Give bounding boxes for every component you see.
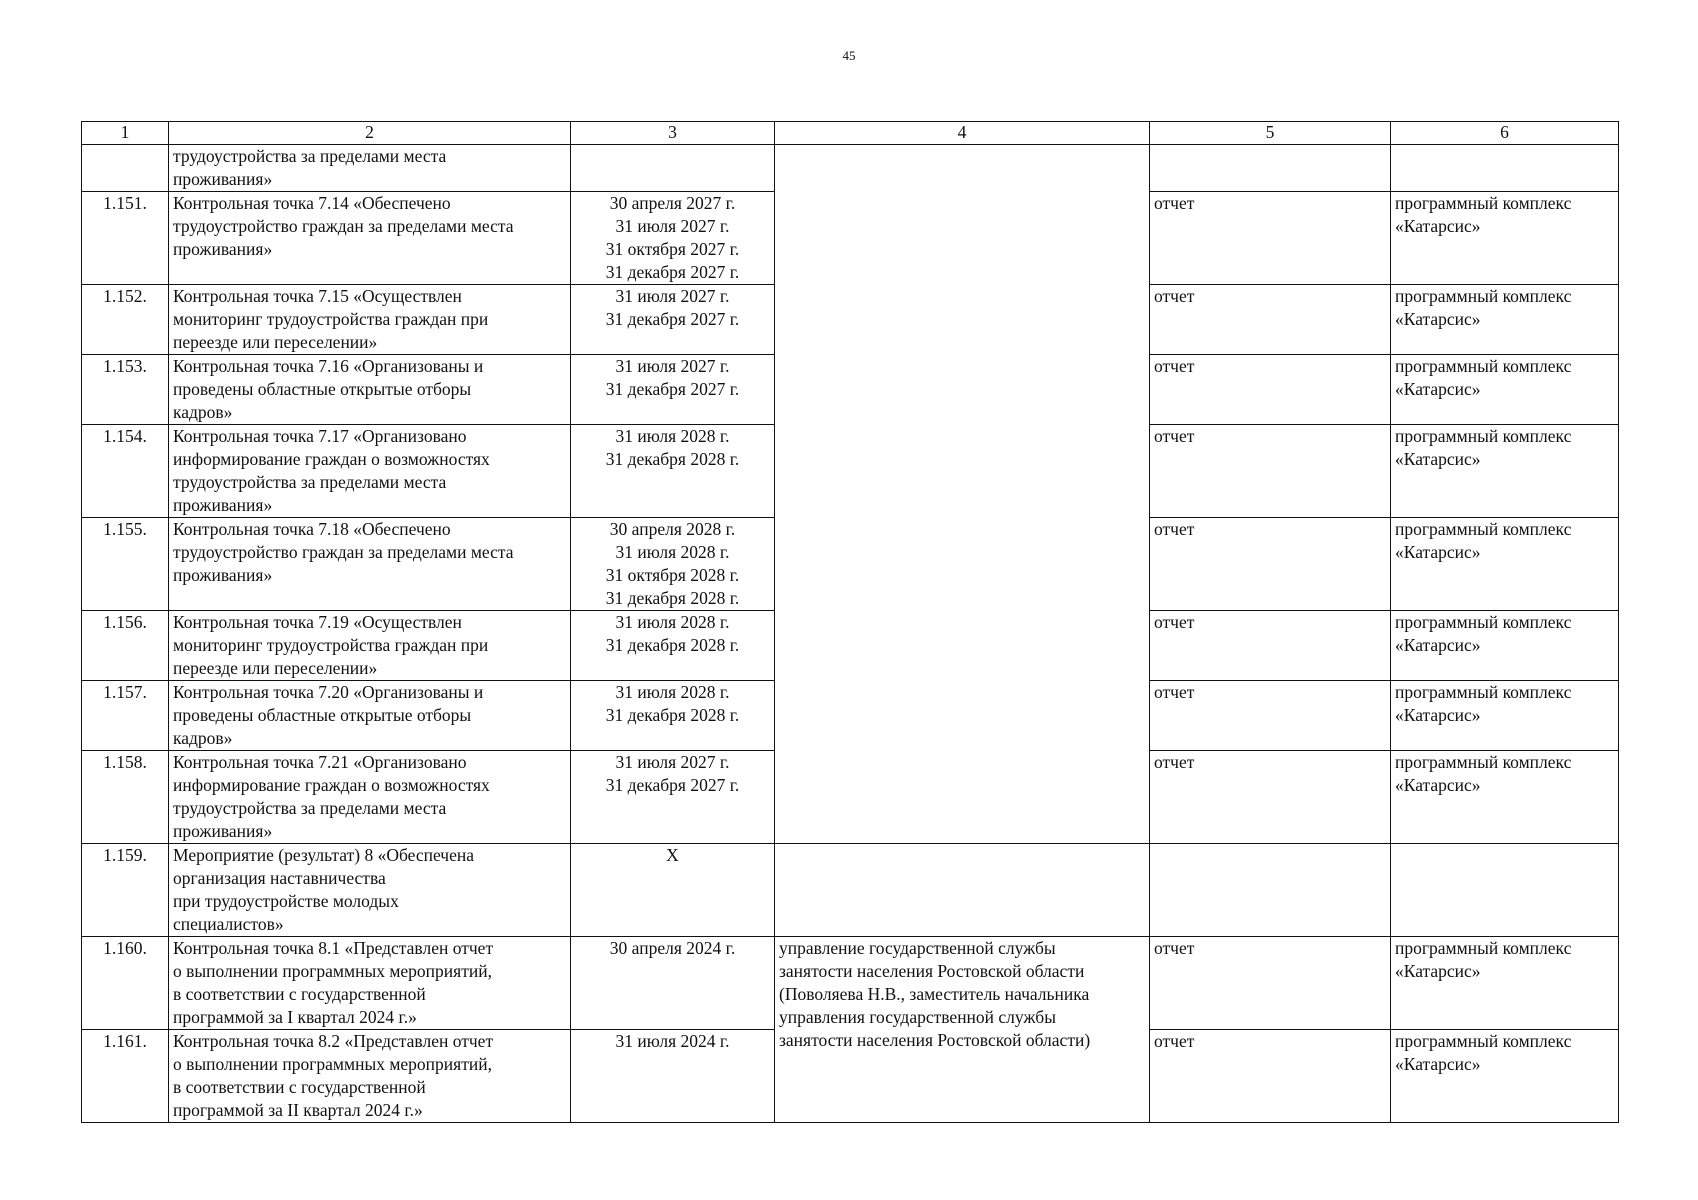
row-deadline-line: Х xyxy=(666,845,679,865)
row-number: 1.155. xyxy=(82,518,169,611)
row-deadline-line: 31 июля 2024 г. xyxy=(615,1031,730,1051)
row-description-line: кадров» xyxy=(173,728,233,748)
row-description-line: проведены областные открытые отборы xyxy=(173,379,472,399)
row-number: 1.161. xyxy=(82,1030,169,1123)
row-deadline-line: 31 декабря 2027 г. xyxy=(605,379,740,399)
row-description xyxy=(169,751,571,844)
row-information-system-line: «Катарсис» xyxy=(1395,1054,1481,1074)
row-deadline-line: 31 декабря 2027 г. xyxy=(605,775,740,795)
row-information-system xyxy=(1391,681,1619,751)
row-number: 1.160. xyxy=(82,937,169,1030)
row-deadline xyxy=(571,355,775,425)
row-deadline-line: 31 июля 2028 г. xyxy=(615,612,730,632)
table-row xyxy=(82,844,1619,937)
row-description-line: Контрольная точка 7.18 «Обеспечено xyxy=(173,519,451,539)
row-description-line: проживания» xyxy=(173,495,273,515)
row-information-system-line: «Катарсис» xyxy=(1395,705,1481,725)
row-information-system-line: программный комплекс xyxy=(1395,682,1572,702)
row-information-system-line: программный комплекс xyxy=(1395,519,1572,539)
row-information-system-line: программный комплекс xyxy=(1395,426,1572,446)
row-description-line: организация наставничества xyxy=(173,868,386,888)
row-deadline-line: 31 октября 2028 г. xyxy=(605,565,740,585)
row-number: 1.158. xyxy=(82,751,169,844)
row-description-line: специалистов» xyxy=(173,914,284,934)
row-information-system xyxy=(1391,425,1619,518)
row-description-line: Контрольная точка 8.2 «Представлен отчет xyxy=(173,1031,494,1051)
row-deadline xyxy=(571,145,775,192)
row-information-system xyxy=(1391,937,1619,1030)
column-header: 1 xyxy=(82,122,169,145)
row-information-system-line: «Катарсис» xyxy=(1395,379,1481,399)
row-report-form: отчет xyxy=(1150,192,1391,285)
row-deadline xyxy=(571,937,775,1030)
row-deadline-line: 31 октября 2027 г. xyxy=(605,239,740,259)
row-deadline-line: 31 декабря 2027 г. xyxy=(605,309,740,329)
row-deadline-line: 30 апреля 2028 г. xyxy=(609,519,736,539)
row-description xyxy=(169,611,571,681)
row-description-line: проживания» xyxy=(173,239,273,259)
row-information-system xyxy=(1391,145,1619,192)
row-description-line: Контрольная точка 7.15 «Осуществлен xyxy=(173,286,462,306)
row-deadline xyxy=(571,285,775,355)
row-information-system xyxy=(1391,1030,1619,1123)
row-information-system xyxy=(1391,844,1619,937)
plan-table xyxy=(81,121,1619,1123)
row-description xyxy=(169,844,571,937)
row-description-line: мониторинг трудоустройства граждан при xyxy=(173,635,489,655)
row-description-line: трудоустройства за пределами места xyxy=(173,798,447,818)
row-deadline xyxy=(571,681,775,751)
plan-table-body xyxy=(82,122,1619,1123)
row-report-form: отчет xyxy=(1150,681,1391,751)
row-information-system-line: «Катарсис» xyxy=(1395,775,1481,795)
row-report-form: отчет xyxy=(1150,518,1391,611)
column-header: 2 xyxy=(169,122,571,145)
row-description xyxy=(169,192,571,285)
row-deadline xyxy=(571,611,775,681)
responsible-cell-line: управление государственной службы xyxy=(779,938,1056,958)
row-deadline-line: 31 июля 2028 г. xyxy=(615,542,730,562)
row-description-line: в соответствии с государственной xyxy=(173,984,426,1004)
row-information-system-line: «Катарсис» xyxy=(1395,216,1481,236)
responsible-cell-empty xyxy=(775,844,1150,937)
row-information-system xyxy=(1391,518,1619,611)
row-report-form xyxy=(1150,145,1391,192)
row-description-line: Контрольная точка 7.20 «Организованы и xyxy=(173,682,484,702)
row-report-form: отчет xyxy=(1150,611,1391,681)
table-row xyxy=(82,937,1619,1030)
row-deadline-line: 31 июля 2027 г. xyxy=(615,356,730,376)
row-information-system-line: «Катарсис» xyxy=(1395,309,1481,329)
row-information-system-line: программный комплекс xyxy=(1395,356,1572,376)
row-description xyxy=(169,1030,571,1123)
row-deadline-line: 31 июля 2028 г. xyxy=(615,426,730,446)
column-header-row xyxy=(82,122,1619,145)
row-deadline xyxy=(571,192,775,285)
row-description-line: трудоустройство граждан за пределами места xyxy=(173,216,514,236)
row-information-system-line: программный комплекс xyxy=(1395,938,1572,958)
row-description-line: мониторинг трудоустройства граждан при xyxy=(173,309,489,329)
responsible-cell-line: (Поволяева Н.В., заместитель начальника xyxy=(779,984,1090,1004)
row-report-form: отчет xyxy=(1150,285,1391,355)
row-description xyxy=(169,145,571,192)
row-information-system-line: «Катарсис» xyxy=(1395,635,1481,655)
row-information-system-line: программный комплекс xyxy=(1395,286,1572,306)
responsible-cell-line: управления государственной службы xyxy=(779,1007,1056,1027)
row-deadline-line: 31 декабря 2027 г. xyxy=(605,262,740,282)
row-description-line: переезде или переселении» xyxy=(173,658,378,678)
row-report-form: отчет xyxy=(1150,937,1391,1030)
row-description xyxy=(169,285,571,355)
row-description-line: Контрольная точка 7.17 «Организовано xyxy=(173,426,467,446)
row-description-line: проживания» xyxy=(173,821,273,841)
row-information-system-line: «Катарсис» xyxy=(1395,449,1481,469)
row-information-system xyxy=(1391,192,1619,285)
table-row xyxy=(82,145,1619,192)
row-information-system-line: программный комплекс xyxy=(1395,612,1572,632)
row-report-form: отчет xyxy=(1150,355,1391,425)
column-header: 5 xyxy=(1150,122,1391,145)
row-description-line: переезде или переселении» xyxy=(173,332,378,352)
row-deadline-line: 31 июля 2028 г. xyxy=(615,682,730,702)
page-number: 45 xyxy=(842,48,856,63)
column-header: 4 xyxy=(775,122,1150,145)
row-description-line: информирование граждан о возможностях xyxy=(173,775,490,795)
row-description-line: Контрольная точка 7.21 «Организовано xyxy=(173,752,467,772)
row-description-line: в соответствии с государственной xyxy=(173,1077,426,1097)
row-information-system-line: программный комплекс xyxy=(1395,752,1572,772)
row-description-line: проживания» xyxy=(173,565,273,585)
row-description-line: кадров» xyxy=(173,402,233,422)
row-description-line: трудоустройства за пределами места xyxy=(173,146,447,166)
row-deadline xyxy=(571,425,775,518)
row-description-line: Контрольная точка 7.16 «Организованы и xyxy=(173,356,484,376)
row-deadline-line: 31 июля 2027 г. xyxy=(615,752,730,772)
row-number: 1.154. xyxy=(82,425,169,518)
row-information-system-line: «Катарсис» xyxy=(1395,542,1481,562)
row-description-line: Контрольная точка 8.1 «Представлен отчет xyxy=(173,938,494,958)
row-number: 1.151. xyxy=(82,192,169,285)
row-description-line: программой за II квартал 2024 г.» xyxy=(173,1100,423,1120)
row-deadline-line: 31 декабря 2028 г. xyxy=(605,705,740,725)
row-number: 1.152. xyxy=(82,285,169,355)
row-information-system-line: программный комплекс xyxy=(1395,1031,1572,1051)
row-description-line: трудоустройство граждан за пределами места xyxy=(173,542,514,562)
row-number: 1.159. xyxy=(82,844,169,937)
row-description-line: Мероприятие (результат) 8 «Обеспечена xyxy=(173,845,474,865)
row-information-system xyxy=(1391,751,1619,844)
column-header: 6 xyxy=(1391,122,1619,145)
row-number: 1.153. xyxy=(82,355,169,425)
row-deadline xyxy=(571,518,775,611)
row-deadline-line: 30 апреля 2024 г. xyxy=(609,938,736,958)
row-information-system xyxy=(1391,355,1619,425)
responsible-cell-empty xyxy=(775,145,1150,844)
responsible-cell-line: занятости населения Ростовской области) xyxy=(779,1030,1091,1050)
row-report-form: отчет xyxy=(1150,751,1391,844)
row-information-system-line: программный комплекс xyxy=(1395,193,1572,213)
row-report-form: отчет xyxy=(1150,425,1391,518)
responsible-cell-line: занятости населения Ростовской области xyxy=(779,961,1085,981)
row-description-line: о выполнении программных мероприятий, xyxy=(173,1054,492,1074)
responsible-cell xyxy=(775,937,1150,1123)
row-description xyxy=(169,355,571,425)
row-description-line: при трудоустройстве молодых xyxy=(173,891,399,911)
row-number: 1.157. xyxy=(82,681,169,751)
row-deadline xyxy=(571,844,775,937)
row-number xyxy=(82,145,169,192)
row-description-line: проведены областные открытые отборы xyxy=(173,705,472,725)
column-header: 3 xyxy=(571,122,775,145)
row-description xyxy=(169,681,571,751)
row-information-system xyxy=(1391,611,1619,681)
row-deadline-line: 31 декабря 2028 г. xyxy=(605,588,740,608)
row-description xyxy=(169,425,571,518)
row-report-form xyxy=(1150,844,1391,937)
row-number: 1.156. xyxy=(82,611,169,681)
row-description-line: проживания» xyxy=(173,169,273,189)
row-deadline xyxy=(571,1030,775,1123)
row-description xyxy=(169,518,571,611)
row-deadline-line: 31 декабря 2028 г. xyxy=(605,635,740,655)
row-deadline-line: 30 апреля 2027 г. xyxy=(609,193,736,213)
row-description-line: информирование граждан о возможностях xyxy=(173,449,490,469)
row-deadline xyxy=(571,751,775,844)
row-information-system xyxy=(1391,285,1619,355)
row-description-line: о выполнении программных мероприятий, xyxy=(173,961,492,981)
row-report-form: отчет xyxy=(1150,1030,1391,1123)
row-deadline-line: 31 июля 2027 г. xyxy=(615,216,730,236)
row-deadline-line: 31 декабря 2028 г. xyxy=(605,449,740,469)
row-description-line: трудоустройства за пределами места xyxy=(173,472,447,492)
row-description-line: Контрольная точка 7.19 «Осуществлен xyxy=(173,612,462,632)
row-deadline-line: 31 июля 2027 г. xyxy=(615,286,730,306)
row-description-line: программой за I квартал 2024 г.» xyxy=(173,1007,417,1027)
row-information-system-line: «Катарсис» xyxy=(1395,961,1481,981)
row-description xyxy=(169,937,571,1030)
row-description-line: Контрольная точка 7.14 «Обеспечено xyxy=(173,193,451,213)
